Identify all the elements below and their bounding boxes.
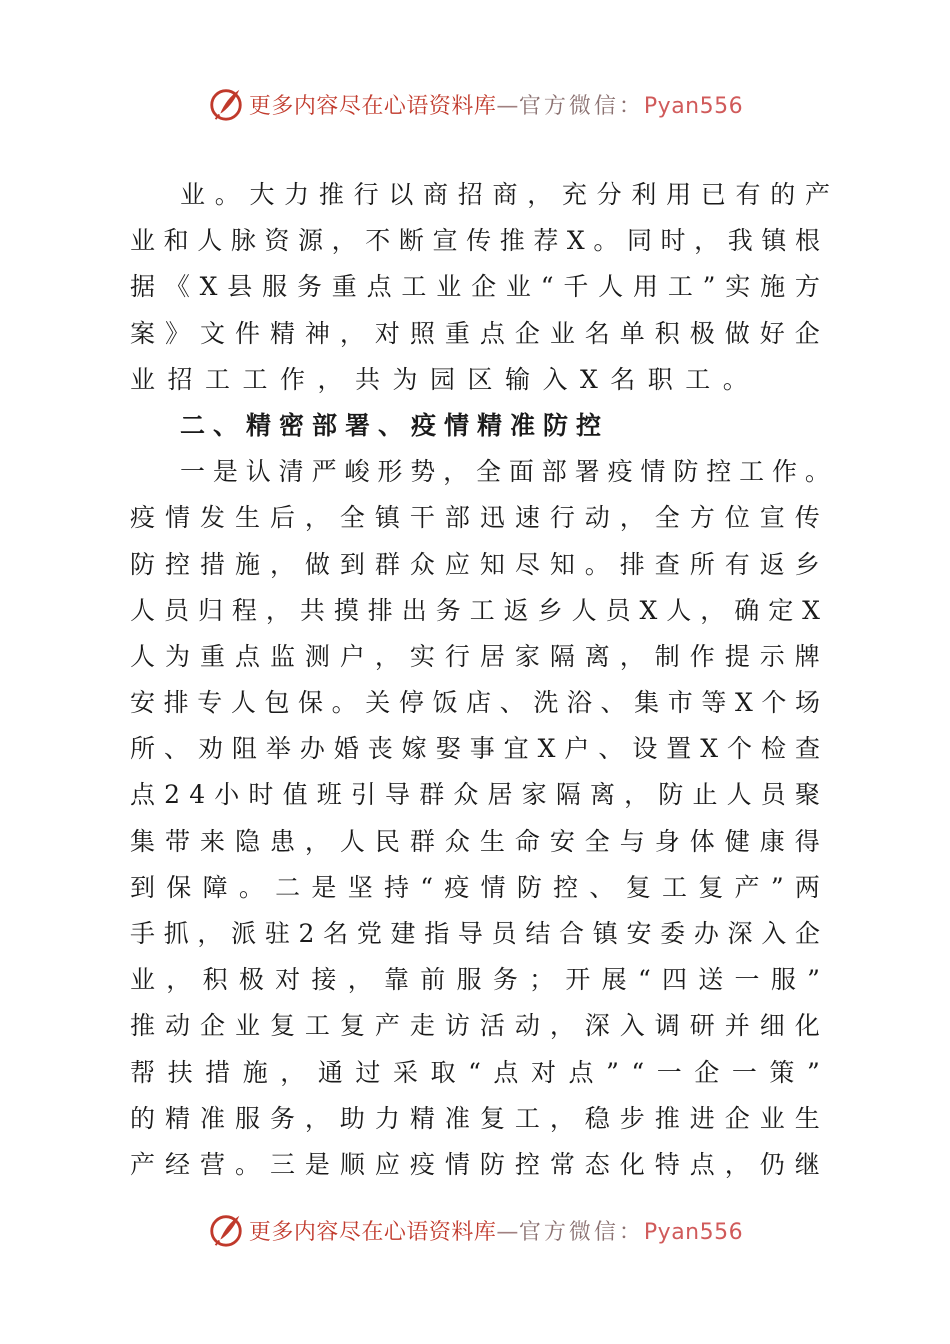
paragraph-line: 疫 情 发 生 后 ， 全 镇 干 部 迅 速 行 动 ， 全 方 位 宣 传 [130,503,820,533]
footer-wechat-id: Pyan556 [643,1219,744,1245]
paragraph-line: 到 保 障 。 二 是 坚 持 “ 疫 情 防 控 、 复 工 复 产 ” 两 [130,872,820,902]
paragraph-line: 人 员 归 程 ， 共 摸 排 出 务 工 返 乡 人 员 X 人 ， 确 定 X [130,595,820,625]
section-heading: 二、精密部署、疫情精准防控 [180,410,610,440]
quill-logo-icon [207,1211,245,1249]
header-wechat-label: 官方微信： [518,93,644,119]
header-banner [0,82,950,126]
paragraph-line: 据 《 X 县 服 务 重 点 工 业 企 业 “ 千 人 用 工 ” 实 施 方 [130,272,820,302]
paragraph-line: 安 排 专 人 包 保 。 关 停 饭 店 、 洗 浴 、 集 市 等 X 个 场 [130,688,820,718]
paragraph-line: 业 和 人 脉 资 源 ， 不 断 宣 传 推 荐 X 。 同 时 ， 我 镇 根 [130,226,820,256]
footer-text [249,1215,743,1246]
paragraph-line: 防 控 措 施 ， 做 到 群 众 应 知 尽 知 。 排 查 所 有 返 乡 [130,549,820,579]
header-separator: — [496,93,519,119]
document-body [130,172,830,1188]
paragraph-line: 帮 扶 措 施 ， 通 过 采 取 “ 点 对 点 ” “ 一 企 一 策 ” [130,1057,820,1087]
paragraph-line: 的 精 准 服 务 ， 助 力 精 准 复 工 ， 稳 步 推 进 企 业 生 [130,1103,820,1133]
footer-site: 更多内容尽在心语资料库 [248,1219,497,1245]
paragraph-line: 所 、 劝 阻 举 办 婚 丧 嫁 娶 事 宜 X 户 、 设 置 X 个 检 查 [130,734,820,764]
paragraph-line: 业 ， 积 极 对 接 ， 靠 前 服 务 ； 开 展 “ 四 送 一 服 ” [130,965,820,995]
header-text [249,89,743,120]
paragraph-line: 案 》 文 件 精 神 ， 对 照 重 点 企 业 名 单 积 极 做 好 企 [130,318,820,348]
paragraph-line: 业 。 大 力 推 行 以 商 招 商 ， 充 分 利 用 已 有 的 产 [180,180,830,209]
paragraph-line: 人 为 重 点 监 测 户 ， 实 行 居 家 隔 离 ， 制 作 提 示 牌 [130,641,820,671]
paragraph-line: 点 2 4 小 时 值 班 引 导 群 众 居 家 隔 离 ， 防 止 人 员 聚 [130,780,820,810]
paragraph-line: 业招工工作，共为园区输入X名职工。 [130,364,761,394]
paragraph-line: 一 是 认 清 严 峻 形 势 ， 全 面 部 署 疫 情 防 控 工 作 。 [180,457,830,487]
header-site: 更多内容尽在心语资料库 [248,93,497,119]
paragraph-line: 推 动 企 业 复 工 复 产 走 访 活 动 ， 深 入 调 研 并 细 化 [130,1011,820,1041]
header-wechat-id: Pyan556 [643,93,744,119]
footer-separator: — [496,1219,519,1245]
paragraph-line: 产 经 营 。 三 是 顺 应 疫 情 防 控 常 态 化 特 点 ， 仍 继 [130,1149,820,1179]
footer-banner [0,1208,950,1252]
paragraph-line: 集 带 来 隐 患 ， 人 民 群 众 生 命 安 全 与 身 体 健 康 得 [130,826,820,856]
quill-logo-icon [207,85,245,123]
paragraph-line: 手 抓 ， 派 驻 2 名 党 建 指 导 员 结 合 镇 安 委 办 深 入 企 [130,919,820,948]
footer-wechat-label: 官方微信： [518,1219,644,1245]
